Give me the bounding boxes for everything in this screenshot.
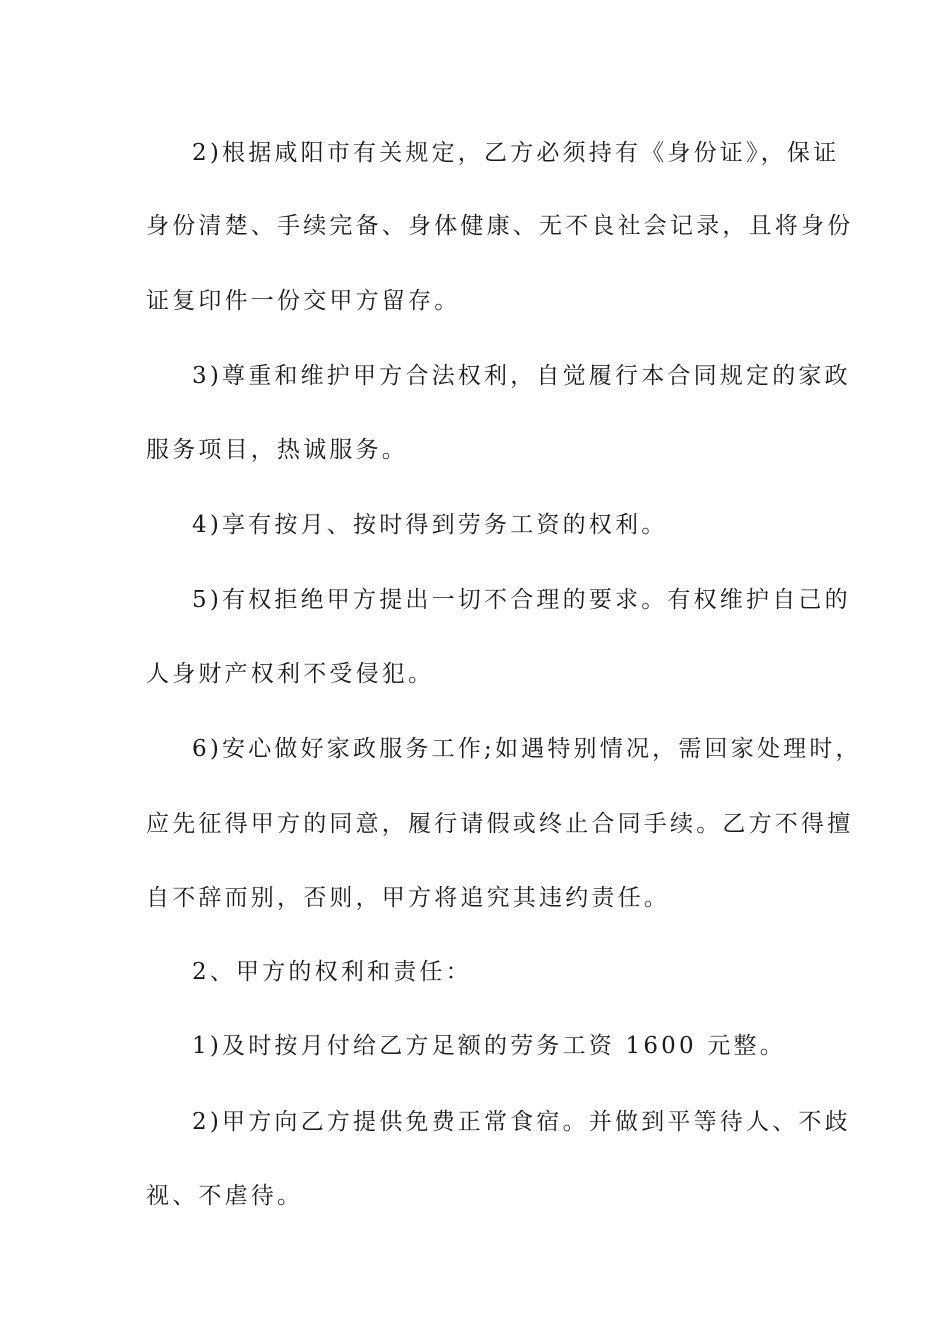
paragraph-line: 人身财产权利不受侵犯。 [146,661,435,687]
section-heading: 2、甲方的权利和责任： [192,959,472,985]
paragraph-line: 证复印件一份交甲方留存。 [146,288,461,314]
paragraph-line: 3)尊重和维护甲方合法权利，自觉履行本合同规定的家政 [192,363,851,389]
paragraph-line: 服务项目，热诚服务。 [146,437,408,463]
paragraph-line: 自不辞而别，否则，甲方将追究其违约责任。 [146,885,670,911]
paragraph-line: 应先征得甲方的同意，履行请假或终止合同手续。乙方不得擅 [146,811,854,837]
paragraph-line: 6)安心做好家政服务工作;如遇特别情况，需回家处理时， [192,736,862,762]
paragraph-line: 身份清楚、手续完备、身体健康、无不良社会记录，且将身份 [146,213,854,239]
paragraph-line: 1)及时按月付给乙方足额的劳务工资 1600 元整。 [192,1033,786,1059]
paragraph-line: 4)享有按月、按时得到劳务工资的权利。 [192,512,668,538]
paragraph-line: 2)根据咸阳市有关规定，乙方必须持有《身份证》，保证 [192,140,840,166]
paragraph-line: 5)有权拒绝甲方提出一切不合理的要求。有权维护自己的 [192,587,851,613]
paragraph-line: 2)甲方向乙方提供免费正常食宿。并做到平等待人、不歧 [192,1109,851,1135]
paragraph-line: 视、不虐待。 [146,1183,304,1209]
